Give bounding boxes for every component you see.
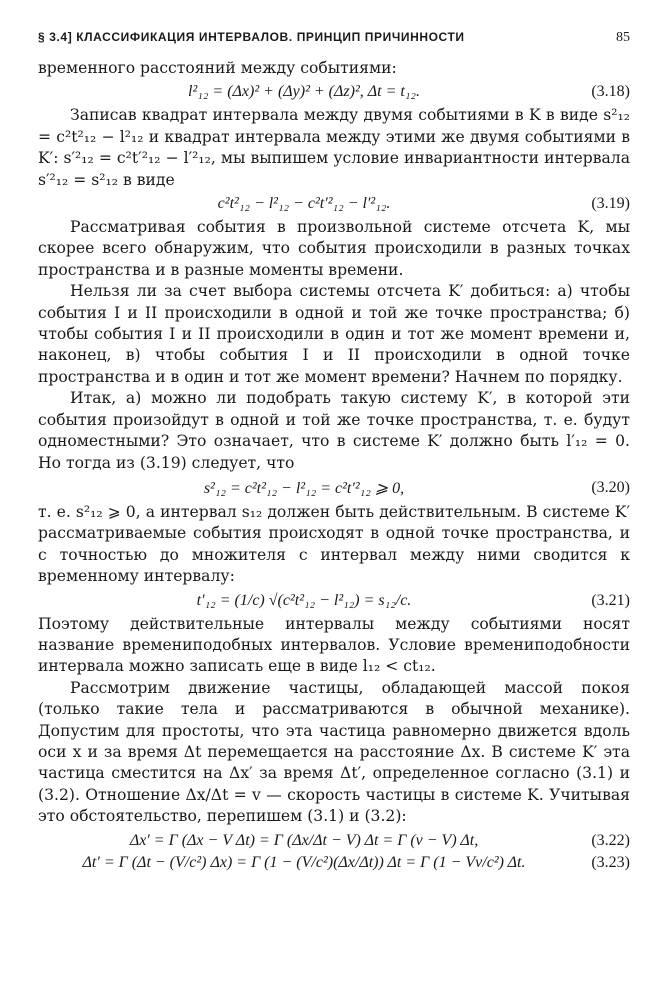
equation-3-18-number: (3.18): [591, 83, 630, 101]
equation-3-19-number: (3.19): [591, 195, 630, 213]
equation-3-22-formula: Δx′ = Γ (Δx − V Δt) = Γ (Δx/Δt − V) Δt = Γ (v − V) Δt,: [129, 831, 479, 849]
book-page: [38, 30, 630, 876]
paragraph-8: Рассмотрим движение частицы, обладающей массой покоя (только такие тела и рассматриваются в обычной механике). Допустим для простоты, что эта частица равномерно движется вдоль оси x и за время Δt перемещается на расстояние Δx. В системе K′ эта частица сместится на Δx′ за время Δt′, определенное согласно (3.1) и (3.2). Отношение Δx/Δt = v — скорость частицы в системе K. Учитывая это обстоятельство, перепишем (3.1) и (3.2):: [38, 678, 630, 826]
equation-3-23-formula: Δt′ = Γ (Δt − (V/c²) Δx) = Γ (1 − (V/c²)(Δx/Δt)) Δt = Γ (1 − Vv/c²) Δt.: [82, 853, 526, 871]
equation-3-20-formula: s²₁₂ = c²t²₁₂ − l²₁₂ = c²t′²₁₂ ⩾ 0,: [203, 479, 405, 497]
equation-3-20-number: (3.20): [591, 478, 630, 496]
paragraph-5: Итак, а) можно ли подобрать такую систему K′, в которой эти события произойдут в одной и той же точке пространства, т. е. будут одноместными? Это означает, что в системе K′ должно быть l′₁₂ = 0. Но тогда из (3.19) следует, что: [38, 389, 630, 472]
paragraph-2: Записав квадрат интервала между двумя событиями в K в виде s²₁₂ = c²t²₁₂ − l²₁₂ и квадрат интервала между этими же двумя событиями в K′: s′²₁₂ = c²t′²₁₂ − l′²₁₂, мы выпишем условие инвариантности интервала s′²₁₂ = s²₁₂ в виде: [38, 106, 630, 189]
paragraph-7: Поэтому действительные интервалы между событиями носят название времениподобных интервалов. Условие времениподобности интервала можно записать еще в виде l₁₂ < ct₁₂.: [38, 614, 630, 676]
running-header: [38, 30, 630, 46]
paragraph-1: временного расстояний между событиями:: [38, 59, 397, 77]
equation-3-22: [38, 832, 630, 850]
equation-3-18-formula: l²₁₂ = (Δx)² + (Δy)² + (Δz)², Δt = t₁₂.: [188, 83, 420, 101]
section-heading: § 3.4] КЛАССИФИКАЦИЯ ИНТЕРВАЛОВ. ПРИНЦИП ПРИЧИННОСТИ: [38, 30, 465, 44]
equation-3-22-number: (3.22): [591, 831, 630, 849]
equation-3-18: [38, 83, 630, 101]
equation-3-20: [38, 478, 630, 498]
equation-3-19: [38, 195, 630, 213]
page-number: 85: [616, 30, 630, 45]
paragraph-6: т. е. s²₁₂ ⩾ 0, а интервал s₁₂ должен быть действительным. В системе K′ рассматриваемые события происходят в одной точке пространства, и с точностью до множителя c интервал между ними сводится к временному интервалу:: [38, 502, 630, 586]
equation-3-19-formula: c²t²₁₂ − l²₁₂ − c²t′²₁₂ − l′²₁₂.: [217, 195, 391, 213]
paragraph-3: Рассматривая события в произвольной системе отсчета K, мы скорее всего обнаружим, что события происходили в разных точках пространства и в разные моменты времени.: [38, 218, 630, 279]
paragraph-4: Нельзя ли за счет выбора системы отсчета K′ добиться: а) чтобы события I и II происходили в одной и той же точке пространства; б) чтобы события I и II происходили в один и тот же момент времени и, наконец, в) чтобы события I и II происходили в одной точке пространства и в один и тот же момент времени? Начнем по порядку.: [38, 282, 630, 386]
equation-3-23: [38, 854, 630, 872]
equation-3-21-number: (3.21): [591, 591, 630, 609]
equation-3-23-number: (3.23): [591, 853, 630, 871]
equation-3-21-formula: t′₁₂ = (1/c) √(c²t²₁₂ − l²₁₂) = s₁₂/c.: [196, 591, 412, 609]
equation-3-21: [38, 592, 630, 610]
